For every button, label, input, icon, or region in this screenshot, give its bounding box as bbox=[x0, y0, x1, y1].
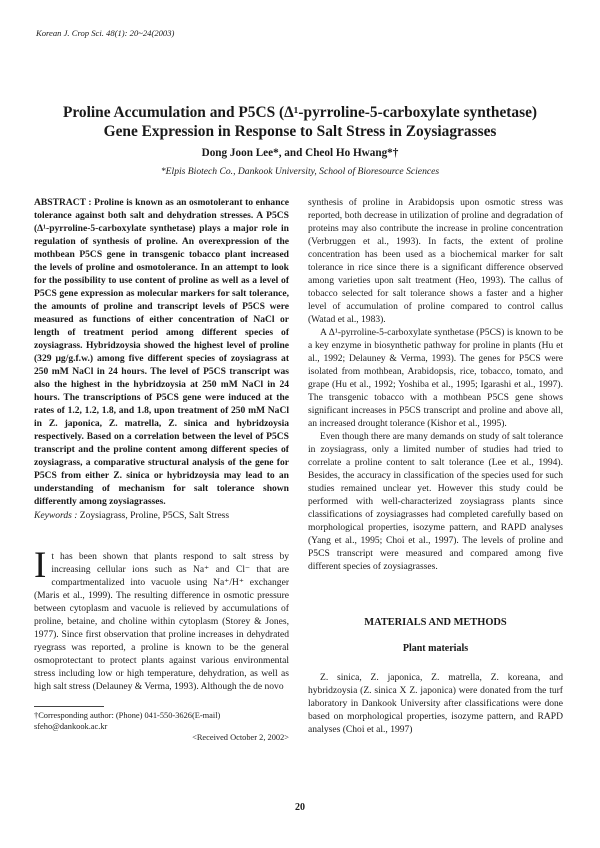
paragraph-1: synthesis of proline in Arabidopsis upon osmotic stress was reported, both decrease in utilization of proline and degradation of proteins may also contribute the increase in proline concentration (Verbruggen et al., 1993). In facts, the extent of proline concentration has been used as a biochemical marker for salt tolerance in rice since there is a significant difference observed among varieties upon salt treatment (Heo, 1993). The callus of tobacco selected for salt tolerance shows a faster and a higher level of accumulation of proline compared to control callus (Watad et al., 1983). bbox=[308, 197, 563, 325]
title-line-1: Proline Accumulation and P5CS (Δ¹-pyrroline-5-carboxylate synthetase) bbox=[62, 104, 538, 121]
footnote bbox=[34, 710, 289, 743]
abstract: ABSTRACT : Proline is known as an osmotolerant to enhance tolerance against both salt and dehydration stresses. A P5CS (Δ¹-pyrroline-5-carboxylate synthetase) plays a major role in regulation of synthesis of proline. An overexpression of the mothbean P5CS gene in transgenic tobacco plant increased the levels of proline and osmotolerance. In an attempt to look for the possibility to use content of proline as well as a level of P5CS gene expression as molecular markers for salt tolerance, the amounts of proline and transcript levels of P5CS were measured as functions of either concentration of NaCl or length of treatment period among different species of zoysiagrass. Hybridzoysia showed the highest level of proline (329 μg/g.f.w.) among five different species of zoysiagrass at 250 mM NaCl in 24 hours. The level of P5CS transcript was also the highest in the hybridzoysia at 250 mM NaCl in 24 hours. The transcriptions of P5CS gene were induced at the rates of 1.2, 1.2, 1.8, and 1.8, upon treatment of 250 mM NaCl in Z. japonica, Z. matrella, Z. sinica and hybridzoysia respectively. Based on a correlation between the level of P5CS transcript and the proline content among different species of zoysiagrass, a comparative structural analysis of the gene for P5CS from either Z. sinica or hybridzoysia may lead to an understanding of mechanism for salt tolerance shown differently among zoysiagrasses. bbox=[34, 197, 289, 507]
page-number: 20 bbox=[295, 802, 305, 813]
plant-materials-text bbox=[308, 671, 563, 736]
subsection-heading-plant-materials: Plant materials bbox=[402, 643, 469, 654]
materials-paragraph: Z. sinica, Z. japonica, Z. matrella, Z. koreana, and hybridzoysia (Z. sinica X Z. japonica) were donated from the turf laboratory in Dankook University after classifications were done based on morphological properties, isozyme pattern, and RAPD analyses (Choi et al., 1997) bbox=[308, 672, 563, 735]
section-heading-materials-methods: MATERIALS AND METHODS bbox=[364, 617, 507, 628]
paper-title bbox=[40, 103, 560, 141]
keywords-label: Keywords : bbox=[34, 510, 78, 521]
journal-citation: Korean J. Crop Sci. 48(1): 20~24(2003) bbox=[36, 28, 175, 38]
keywords-list: Zoysiagrass, Proline, P5CS, Salt Stress bbox=[79, 510, 230, 521]
paragraph-2: A Δ¹-pyrroline-5-carboxylate synthetase (P5CS) is known to be a key enzyme in biosynthetic pathway for proline in plants (Hu et al., 1992; Delauney & Verma, 1993). The genes for P5CS were isolated from mothbean, Arabidopsis, rice, tobacco, tomato, and grape (Hu et al., 1992; Yoshiba et al., 1995; Igarashi et al., 1997). The transgenic tobacco with a mothbean P5CS gene shows significant increases in P5CS transcript and proline and above all, an increased drought tolerance (Kishor et al., 1995). bbox=[308, 327, 563, 429]
authors: Dong Joon Lee*, and Cheol Ho Hwang*† bbox=[201, 147, 399, 159]
corresponding-author: †Corresponding author: (Phone) 041-550-3626(E-mail) sfeho@dankook.ac.kr bbox=[34, 711, 221, 731]
paragraph-3: Even though there are many demands on study of salt tolerance in zoysiagrass, only a limited number of studies had tried to correlate a proline content to salt tolerance (Lee et al., 1994). Besides, the accuracy in classification of the species used for such studies remained unclear yet. However this study could be performed with well-characterized zoysiagrass plants since classifications of zoysiagrasses had completed carefully based on morphological properties, isozyme pattern, and RAPD analyses (Yang et al., 1995; Choi et al., 1997). The levels of proline and P5CS transcript were measured and compared among five different species of zoysiagrasses. bbox=[308, 431, 563, 572]
affiliation: *Elpis Biotech Co., Dankook University, School of Bioresource Sciences bbox=[160, 166, 440, 177]
drop-cap: I bbox=[34, 545, 47, 586]
title-line-2: Gene Expression in Response to Salt Stress in Zoysiagrasses bbox=[103, 123, 497, 140]
introduction bbox=[34, 545, 289, 693]
intro-text: t has been shown that plants respond to salt stress by increasing cellular ions such as Na⁺ and Cl⁻ that are compartmentalized into vacuole using Na⁺/H⁺ exchanger (Maris et al., 1999). The resulting difference in osmotic pressure between cytoplasm and vacuole is relieved by accumulations of proline, betaine, and choline within cytoplasm (Storey & Jones, 1977). Since first observation that proline increases in dehydrated ryegrass was reported, a proline is known to be the general osmoprotectant to protect plants against various environmental stress including low or high temperature, dehydration, as well as high salt stress (Delauney & Verma, 1993). Although the de novo bbox=[34, 551, 289, 692]
right-column-text bbox=[308, 196, 563, 573]
received-date: <Received October 2, 2002> bbox=[192, 733, 289, 742]
keywords bbox=[34, 509, 289, 522]
footnote-divider bbox=[34, 706, 104, 707]
